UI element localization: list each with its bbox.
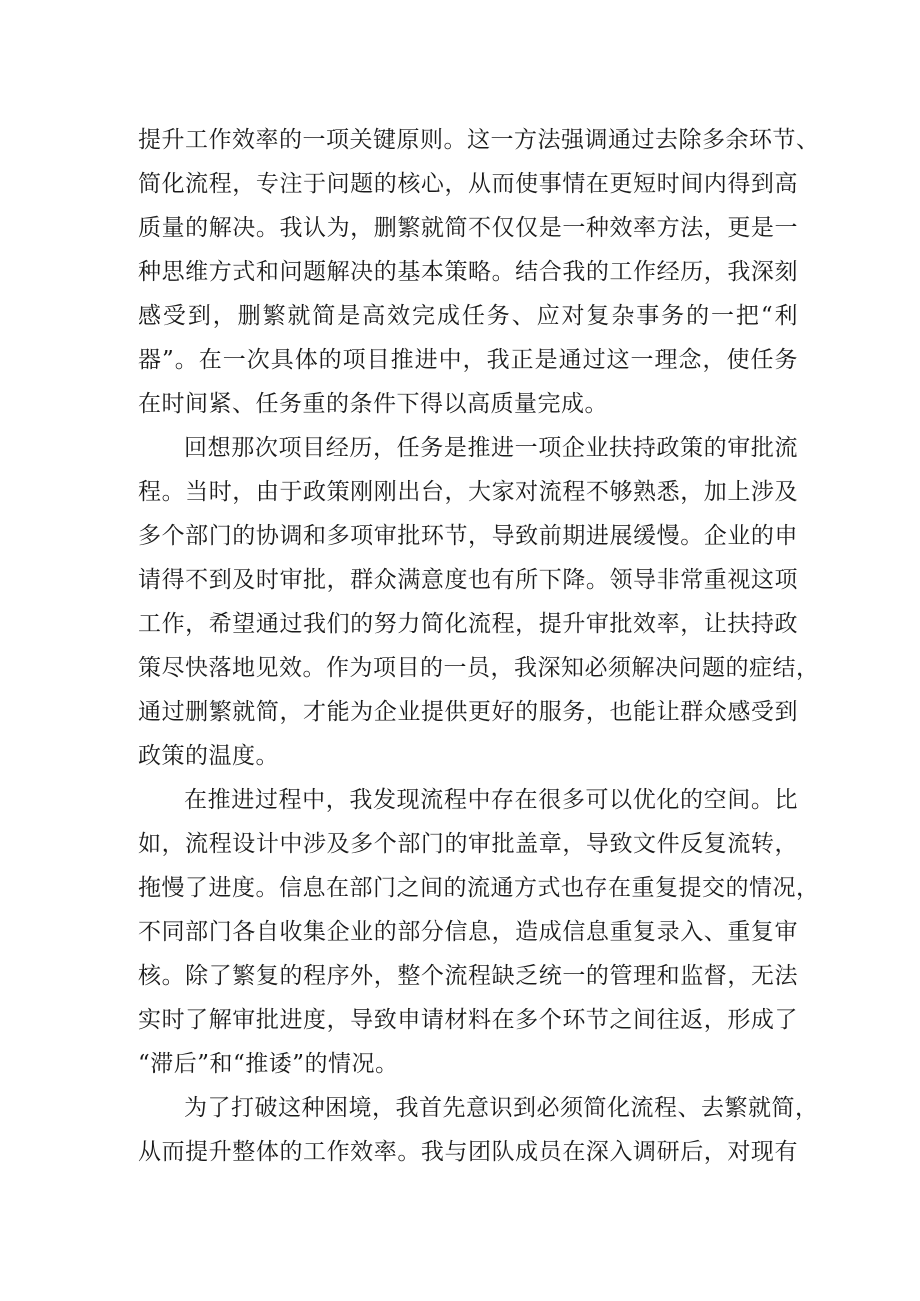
- text-line: 程。当时，由于政策刚刚出台，大家对流程不够熟悉，加上涉及: [138, 479, 798, 505]
- text-line: 在推进过程中，我发现流程中存在很多可以优化的空间。比: [184, 787, 798, 813]
- paragraph-2: [138, 426, 820, 778]
- text-line: 从而提升整体的工作效率。我与团队成员在深入调研后，对现有: [138, 1139, 798, 1165]
- text-line: 质量的解决。我认为，删繁就简不仅仅是一种效率方法，更是一: [138, 215, 798, 241]
- text-line: 不同部门各自收集企业的部分信息，造成信息重复录入、重复审: [138, 919, 798, 945]
- paragraph-1: [138, 118, 820, 426]
- document-body: [138, 118, 820, 1174]
- text-line: 核。除了繁复的程序外，整个流程缺乏统一的管理和监督，无法: [138, 963, 798, 989]
- text-line: 请得不到及时审批，群众满意度也有所下降。领导非常重视这项: [138, 567, 798, 593]
- text-line: 在时间紧、任务重的条件下得以高质量完成。: [138, 391, 608, 417]
- text-line: 实时了解审批进度，导致申请材料在多个环节之间往返，形成了: [138, 1007, 798, 1033]
- text-line: “滞后”和“推诿”的情况。: [138, 1051, 399, 1077]
- text-line: 为了打破这种困境，我首先意识到必须简化流程、去繁就简，: [184, 1095, 819, 1121]
- paragraph-3: [138, 778, 820, 1086]
- text-line: 种思维方式和问题解决的基本策略。结合我的工作经历，我深刻: [138, 259, 798, 285]
- text-line: 政策的温度。: [138, 743, 279, 769]
- text-line: 回想那次项目经历，任务是推进一项企业扶持政策的审批流: [184, 435, 798, 461]
- text-line: 简化流程，专注于问题的核心，从而使事情在更短时间内得到高: [138, 171, 798, 197]
- text-line: 感受到，删繁就简是高效完成任务、应对复杂事务的一把“利: [138, 303, 798, 329]
- text-line: 提升工作效率的一项关键原则。这一方法强调通过去除多余环节、: [138, 127, 820, 153]
- paragraph-4: [138, 1086, 819, 1174]
- text-line: 多个部门的协调和多项审批环节，导致前期进展缓慢。企业的申: [138, 523, 798, 549]
- text-line: 拖慢了进度。信息在部门之间的流通方式也存在重复提交的情况，: [138, 875, 820, 901]
- text-line: 工作，希望通过我们的努力简化流程，提升审批效率，让扶持政: [138, 611, 798, 637]
- text-line: 通过删繁就简，才能为企业提供更好的服务，也能让群众感受到: [138, 699, 798, 725]
- text-line: 策尽快落地见效。作为项目的一员，我深知必须解决问题的症结，: [138, 655, 820, 681]
- text-line: 器”。在一次具体的项目推进中，我正是通过这一理念，使任务: [138, 347, 798, 373]
- text-line: 如，流程设计中涉及多个部门的审批盖章，导致文件反复流转，: [138, 831, 798, 857]
